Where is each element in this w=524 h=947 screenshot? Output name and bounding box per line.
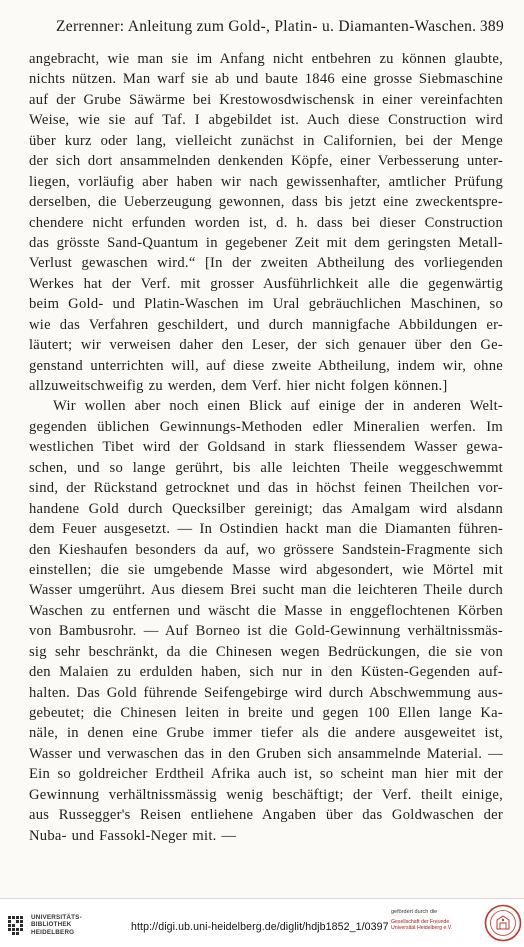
text-line: Verlust gewaschen wird.“ [In der zweiten Abtheilung des vorliegenden <box>29 255 503 272</box>
library-name-line: BIBLIOTHEK <box>31 921 72 929</box>
sponsor-name-line: Gesellschaft der Freunde <box>391 919 450 925</box>
text-line: einstellen; die sie umgebende Masse wird abgesondert, wie Mörtel mit <box>29 561 503 578</box>
page-number: 389 <box>479 18 504 35</box>
digitization-footer <box>0 898 524 947</box>
library-logo-icon <box>6 913 28 937</box>
text-line: Weise, wie sie auf Taf. I abgebildet ist. Auch diese Construction wird <box>29 112 503 129</box>
text-line: Nuba- und Fassokl-Neger mit. — <box>29 827 237 844</box>
text-line: gebeutet; die Chinesen leiten in breite und gegen 100 Ellen lange Ka- <box>29 705 503 721</box>
text-line: schen, und so lange gerührt, bis alle leichten Theile weggeschwemmt <box>29 459 503 476</box>
text-line: Gewinnung verhältnissmässig wenig beschäftigt; der Verf. theilt einige, <box>29 786 503 803</box>
text-line: der sich dort ansammelnden denkenden Köpfe, einer Verbesserung unter- <box>29 153 503 170</box>
text-line: wie das Verfahren geschildert, und durch mannigfache Abbildungen er- <box>29 316 503 333</box>
library-name-line: UNIVERSITÄTS- <box>31 914 82 921</box>
text-line: Wir wollen aber noch einen Blick auf einige der in anderen Welt- <box>53 398 503 415</box>
text-line: angebracht, wie man sie im Anfang nicht entbehren zu können glaubte, <box>29 51 503 67</box>
university-seal-icon <box>484 904 522 942</box>
text-line: das grösste Sand-Quantum in gegebener Zeit mit dem geringsten Metall- <box>29 234 503 251</box>
text-body <box>29 49 503 846</box>
text-line: beim Gold- und Platin-Waschen im Ural gebräuchlichen Maschinen, so <box>29 296 503 313</box>
text-line: über kurz oder lang, vielleicht zunächst in Californien, bei der Menge <box>29 132 503 149</box>
text-line: westlichen Tibet wird der Goldsand in stark fliessendem Wasser gewa- <box>29 439 503 456</box>
text-line: Werkes hat der Verf. mit grosser Ausführlichkeit alle die gegenwärtig <box>29 275 503 292</box>
text-line: chendere nicht erfunden worden ist, d. h. dass bei dieser Construction <box>29 214 503 231</box>
sponsor-block <box>391 909 477 932</box>
text-line: den Malaien zu erdulden haben, sich nur in den Küsten-Gegenden auf- <box>29 664 503 681</box>
text-line: halten. Das Gold führende Seifengebirge wird durch Abschwemmung aus- <box>29 684 503 701</box>
text-line: den Kieshaufen besonders da auf, wo grössere Sandstein-Fragmente sich <box>29 541 503 558</box>
text-line: liegen, vorläufig aber haben wir nach gewissenhafter, amtlicher Prüfung <box>29 173 503 190</box>
text-line: handene Gold durch Quecksilber gereinigt; das Amalgam wird alsdann <box>29 500 503 517</box>
text-line: Waschen zu entfernen und wäscht die Masse in enggeflochtenen Körben <box>29 602 503 619</box>
text-line: näle, in denen eine Grube immer tiefer als die andere ausgeweitet ist, <box>29 725 503 742</box>
text-line: gegenden üblichen Gewinnungs-Methoden edler Mineralien werfen. Im <box>29 418 503 435</box>
text-line: Ein so goldreicher Erdtheil Afrika auch ist, so scheint man hier mit der <box>29 766 503 783</box>
permalink-url[interactable]: http://digi.ub.uni-heidelberg.de/diglit/hdjb1852_1/0397 <box>131 921 389 933</box>
text-line: Wasser und verwaschen das in den Gruben sich ansammelnde Material. — <box>29 745 503 762</box>
sponsor-name-line: Universität Heidelberg e.V. <box>391 925 453 932</box>
sponsor-label: gefördert durch die <box>391 909 438 915</box>
running-title: Zerrenner: Anleitung zum Gold-, Platin- u. Diamanten-Waschen. <box>56 18 477 35</box>
text-line: läutert; wir verweisen daher den Leser, der sich genauer über den Ge- <box>29 337 503 354</box>
library-name <box>31 914 82 936</box>
text-line: nichts nützen. Man warf sie ab und baute 1846 eine grosse Siebmaschine <box>29 71 503 88</box>
text-line: dem Feuer ausgesetzt. — In Ostindien hackt man die Diamanten führen- <box>29 521 503 538</box>
text-line: genstand unterrichten will, auf diese zweite Abtheilung, indem wir, ohne <box>29 357 503 374</box>
text-line: auf der Grube Säwärme bei Krestowosdwischensk in einer vereinfachten <box>29 91 503 108</box>
text-line: allzuweitschweifig zu werden, dem Verf. hier nicht folgen können.] <box>29 378 448 394</box>
text-line: derselben, die Ueberzeugung gewonnen, dass bis jetzt eine zweckentspre- <box>29 194 503 211</box>
text-line: aus Russegger's Reisen entliehene Angaben über das Goldwaschen der <box>29 807 503 824</box>
text-line: sig sehr beschränkt, da die Chinesen wegen Bedrückungen, die sie von <box>29 643 503 660</box>
text-line: von Bambusrohr. — Auf Borneo ist die Gold-Gewinnung verhältnissmäs- <box>29 623 503 640</box>
library-name-line: HEIDELBERG <box>31 928 75 936</box>
text-line: sind, der Rückstand getrocknet und das in höchst feinen Theilchen vor- <box>29 480 503 497</box>
text-line: Wasser umgerührt. Aus diesem Brei sucht man die leichteren Theile durch <box>29 582 503 599</box>
